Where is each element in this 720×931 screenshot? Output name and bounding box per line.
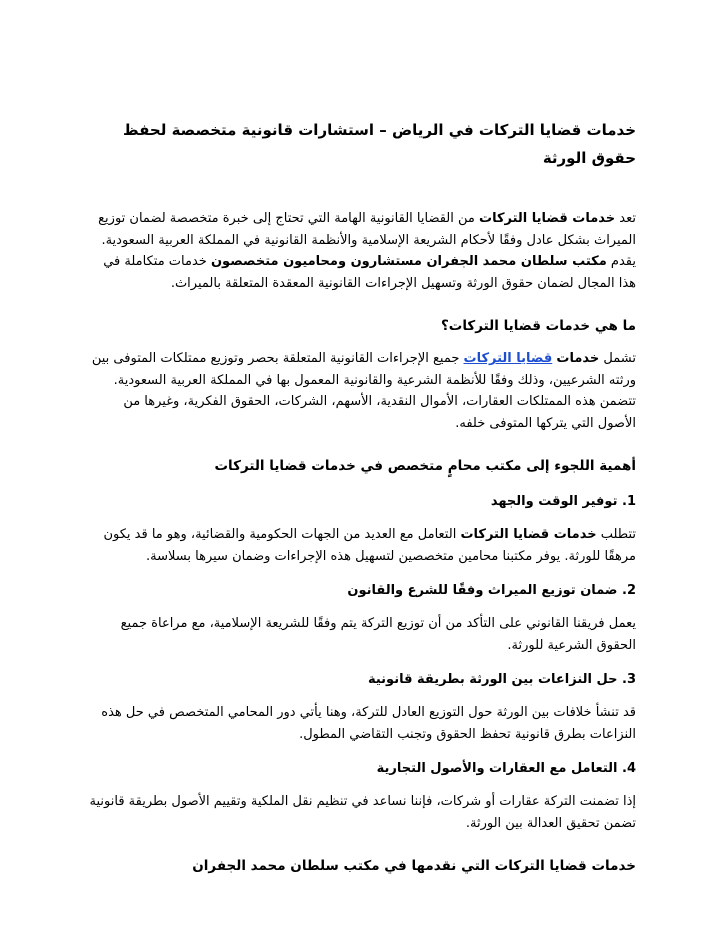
intro2-text-start: يقدم: [606, 254, 636, 269]
intro-paragraph-1: [84, 208, 636, 251]
item-heading-3: [84, 668, 636, 692]
intro-text-end: من القضايا القانونية الهامة التي تحتاج إلى خبرة متخصصة لضمان توزيع الميراث بشكل عادل وفقًا لأحكام الشريعة الإسلامية والأنظمة القانونية في المملكة العربية السعودية.: [98, 211, 636, 248]
item-text-3: قد تنشأ خلافات بين الورثة حول التوزيع العادل للتركة، وهنا يأتي دور المحامي المتخصص في حل هذه النزاعات بطرق قانونية تحفظ الحقوق وتجنب التقاضي المطول.: [101, 705, 636, 742]
what-paragraph-1: [84, 348, 636, 391]
item-bold-term: خدمات قضايا التركات: [460, 527, 597, 542]
what-bold-term: خدمات: [556, 351, 600, 366]
item-text-4: إذا تضمنت التركة عقارات أو شركات، فإننا نساعد في تنظيم نقل الملكية وتقييم الأصول بطريقة قانونية تضمن تحقيق العدالة بين الورثة.: [89, 794, 636, 831]
item-heading-2: [84, 579, 636, 603]
item-heading-1: [84, 490, 636, 514]
intro2-text-end: خدمات متكاملة في هذا المجال لضمان حقوق الورثة وتسهيل الإجراءات القانونية المعقدة المتعلقة بالميراث.: [103, 254, 636, 291]
item-number: 3.: [622, 672, 636, 687]
item-title: حل النزاعات بين الورثة بطريقة قانونية: [367, 672, 618, 687]
intro-bold-term: خدمات قضايا التركات: [479, 211, 616, 226]
item-title: التعامل مع العقارات والأصول التجارية: [376, 761, 618, 776]
section-heading-what: ما هي خدمات قضايا التركات؟: [440, 318, 636, 334]
section-heading-services: خدمات قضايا التركات التي نقدمها في مكتب سلطان محمد الجفران: [192, 858, 636, 874]
item-text-end: التعامل مع العديد من الجهات الحكومية والقضائية، وهو ما قد يكون مرهقًا للورثة. يوفر مكتبنا محامين متخصصين لتسهيل هذه الإجراءات وضمان سيرها بسلاسة.: [103, 527, 636, 564]
item-title: توفير الوقت والجهد: [490, 494, 618, 509]
item-text-1: [84, 524, 636, 567]
intro2-bold-office: مكتب سلطان محمد الجفران مستشارون ومحاميون متخصصون: [210, 254, 607, 269]
intro-paragraph-2: [84, 251, 636, 294]
page-title: خدمات قضايا التركات في الرياض – استشارات قانونية متخصصة لحفظ حقوق الورثة: [123, 121, 636, 167]
what-paragraph-2: تتضمن هذه الممتلكات العقارات، الأموال النقدية، الأسهم، الشركات، الحقوق الفكرية، وغيرها من الأصول التي يتركها المتوفى خلفه.: [123, 394, 636, 431]
item-title: ضمان توزيع الميراث وفقًا للشرع والقانون: [347, 583, 618, 598]
item-heading-4: [84, 757, 636, 781]
what-text-start: تشمل: [599, 351, 636, 366]
section-heading-importance: أهمية اللجوء إلى مكتب محامٍ متخصص في خدمات قضايا التركات: [214, 458, 636, 474]
item-number: 2.: [622, 583, 636, 598]
item-number: 1.: [622, 494, 636, 509]
intro-text-start: تعد: [615, 211, 636, 226]
what-text-end: جميع الإجراءات القانونية المتعلقة بحصر وتوزيع ممتلكات المتوفى بين ورثته الشرعيين، وذلك وفقًا للأنظمة الشرعية والقانونية المعمول بها في المملكة العربية السعودية.: [91, 351, 636, 388]
item-text-2: يعمل فريقنا القانوني على التأكد من أن توزيع التركة يتم وفقًا للشريعة الإسلامية، مع مراعاة جميع الحقوق الشرعية للورثة.: [120, 616, 636, 653]
item-text-start: تتطلب: [596, 527, 636, 542]
estate-cases-link[interactable]: قضايا التركات: [463, 351, 553, 366]
item-number: 4.: [622, 761, 636, 776]
